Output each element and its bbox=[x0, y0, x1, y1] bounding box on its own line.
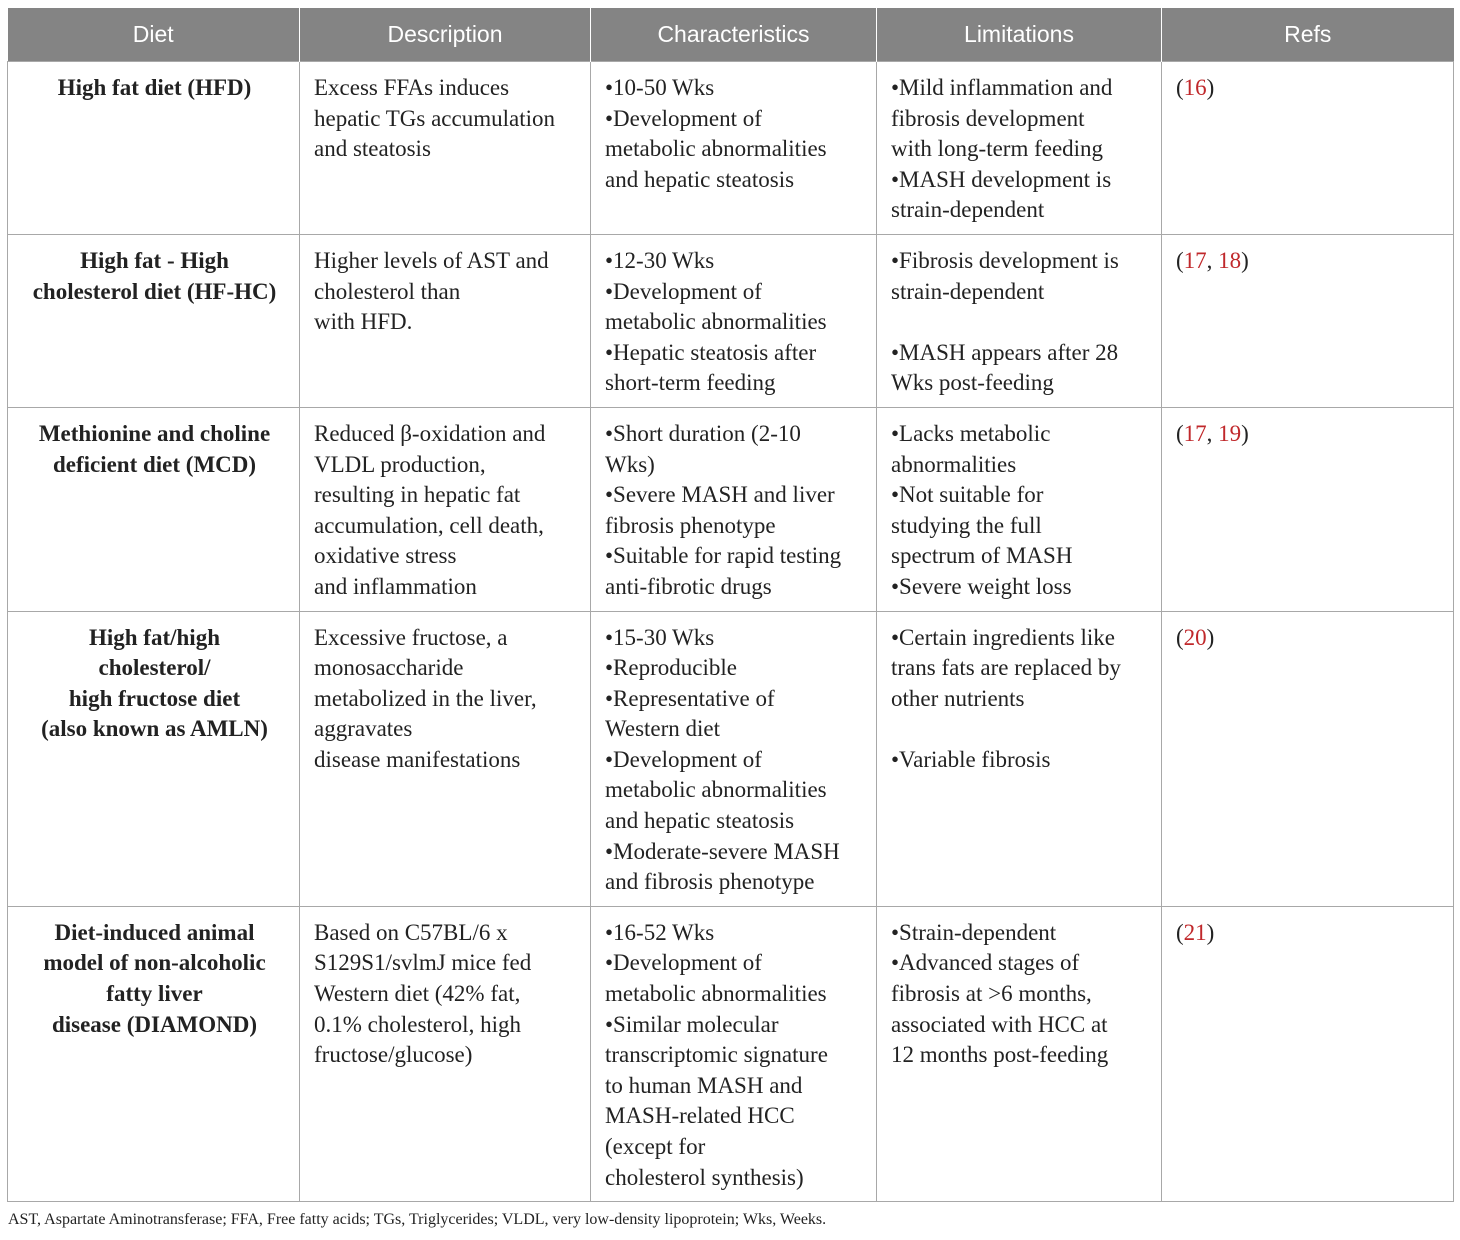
header-refs: Refs bbox=[1162, 8, 1454, 62]
description-cell bbox=[300, 611, 591, 906]
cell-line: and hepatic steatosis bbox=[605, 808, 795, 834]
cell-line: fibrosis development bbox=[891, 105, 1085, 131]
cell-line: fructose/glucose) bbox=[314, 1042, 473, 1068]
cell-line: MASH-related HCC bbox=[605, 1103, 795, 1129]
cell-line: hepatic TGs accumulation bbox=[314, 105, 555, 131]
cell-line: 12 months post-feeding bbox=[891, 1042, 1109, 1068]
cell-line: •Suitable for rapid testing bbox=[605, 543, 842, 569]
limitations-cell bbox=[877, 407, 1162, 611]
cell-line: high fructose diet bbox=[68, 685, 241, 711]
cell-line: •15-30 Wks bbox=[605, 624, 715, 650]
table-row bbox=[8, 62, 1454, 235]
reference-link[interactable]: 18 bbox=[1218, 247, 1242, 273]
cell-line: fatty liver bbox=[106, 981, 203, 1007]
header-characteristics: Characteristics bbox=[591, 8, 877, 62]
blank-line bbox=[891, 714, 1149, 745]
cell-line: •Representative of bbox=[605, 685, 775, 711]
cell-line: metabolic abnormalities bbox=[605, 136, 827, 162]
cell-line: metabolic abnormalities bbox=[605, 981, 827, 1007]
table-row bbox=[8, 407, 1454, 611]
table-row bbox=[8, 611, 1454, 906]
cell-line: High fat - High bbox=[80, 247, 229, 273]
table-footnote: AST, Aspartate Aminotransferase; FFA, Free fatty acids; TGs, Triglycerides; VLDL, very low-density lipoprotein; Wks, Weeks. bbox=[8, 1211, 827, 1228]
cell-line: Methionine and choline bbox=[38, 420, 271, 446]
cell-line: •Advanced stages of bbox=[891, 950, 1080, 976]
refs-open-paren: ( bbox=[1176, 919, 1184, 945]
cell-line: •Fibrosis development is bbox=[891, 247, 1119, 273]
refs-cell bbox=[1162, 906, 1454, 1201]
cell-line: •Hepatic steatosis after bbox=[605, 339, 817, 365]
cell-line: cholesterol than bbox=[314, 278, 461, 304]
cell-line: with HFD. bbox=[314, 309, 413, 335]
cell-line: strain-dependent bbox=[891, 197, 1045, 223]
cell-line: and inflammation bbox=[314, 573, 477, 599]
cell-line: anti-fibrotic drugs bbox=[605, 573, 772, 599]
header-description: Description bbox=[300, 8, 591, 62]
cell-line: fibrosis phenotype bbox=[605, 512, 776, 538]
table-body bbox=[8, 62, 1454, 1202]
cell-line: High fat/high bbox=[88, 624, 220, 650]
table-row bbox=[8, 234, 1454, 407]
refs-close-paren: ) bbox=[1206, 624, 1215, 650]
refs-cell bbox=[1162, 234, 1454, 407]
reference-link[interactable]: 17 bbox=[1183, 247, 1207, 273]
cell-line: •Certain ingredients like bbox=[891, 624, 1115, 650]
cell-line: •MASH appears after 28 bbox=[891, 339, 1119, 365]
cell-line: model of non-alcoholic bbox=[43, 950, 266, 976]
cell-line: •Development of bbox=[605, 950, 762, 976]
limitations-cell bbox=[877, 906, 1162, 1201]
table-row bbox=[8, 906, 1454, 1201]
cell-line: cholesterol/ bbox=[98, 655, 211, 681]
cell-line: disease (DIAMOND) bbox=[51, 1011, 258, 1037]
cell-line: Excessive fructose, a bbox=[314, 624, 508, 650]
refs-close-paren: ) bbox=[1206, 75, 1215, 100]
cell-line: other nutrients bbox=[891, 685, 1025, 711]
cell-line: metabolic abnormalities bbox=[605, 309, 827, 335]
cell-line: associated with HCC at bbox=[891, 1011, 1108, 1037]
cell-line: fibrosis at >6 months, bbox=[891, 981, 1092, 1007]
cell-line: Higher levels of AST and bbox=[314, 247, 549, 273]
cell-line: disease manifestations bbox=[314, 746, 521, 772]
cell-line: and steatosis bbox=[314, 136, 431, 162]
reference-link[interactable]: 17 bbox=[1183, 420, 1207, 446]
cell-line: and hepatic steatosis bbox=[605, 166, 795, 192]
cell-line: Based on C57BL/6 x bbox=[314, 919, 508, 945]
cell-line: aggravates bbox=[314, 716, 413, 742]
cell-line: •Development of bbox=[605, 278, 762, 304]
diet-cell bbox=[8, 611, 300, 906]
cell-line: accumulation, cell death, bbox=[314, 512, 544, 538]
characteristics-cell bbox=[591, 407, 877, 611]
cell-line: •10-50 Wks bbox=[605, 75, 715, 100]
cell-line: •Not suitable for bbox=[891, 482, 1044, 508]
cell-line: Wks post-feeding bbox=[891, 370, 1054, 396]
refs-separator: , bbox=[1206, 247, 1219, 273]
cell-line: with long-term feeding bbox=[891, 136, 1104, 162]
cell-line: abnormalities bbox=[891, 451, 1017, 477]
cell-line: •16-52 Wks bbox=[605, 919, 715, 945]
refs-cell bbox=[1162, 407, 1454, 611]
refs-separator: , bbox=[1206, 420, 1219, 446]
cell-line: •Moderate-severe MASH bbox=[605, 838, 840, 864]
description-cell bbox=[300, 62, 591, 235]
characteristics-cell bbox=[591, 611, 877, 906]
cell-line: VLDL production, bbox=[314, 451, 486, 477]
cell-line: strain-dependent bbox=[891, 278, 1045, 304]
reference-link[interactable]: 21 bbox=[1183, 919, 1207, 945]
cell-line: to human MASH and bbox=[605, 1072, 803, 1098]
cell-line: studying the full bbox=[891, 512, 1042, 538]
cell-line: transcriptomic signature bbox=[605, 1042, 828, 1068]
cell-line: •Severe MASH and liver bbox=[605, 482, 835, 508]
cell-line: •Strain-dependent bbox=[891, 919, 1057, 945]
refs-close-paren: ) bbox=[1241, 247, 1249, 273]
cell-line: trans fats are replaced by bbox=[891, 655, 1121, 681]
diet-cell bbox=[8, 906, 300, 1201]
cell-line: Reduced β-oxidation and bbox=[314, 420, 546, 446]
cell-line: spectrum of MASH bbox=[891, 543, 1073, 569]
blank-line bbox=[891, 307, 1149, 338]
cell-line: deficient diet (MCD) bbox=[52, 451, 257, 477]
cell-line: Diet-induced animal bbox=[54, 919, 255, 945]
cell-line: 0.1% cholesterol, high bbox=[314, 1011, 521, 1037]
cell-line: (except for bbox=[605, 1134, 706, 1159]
cell-line: •Severe weight loss bbox=[891, 573, 1072, 599]
refs-cell bbox=[1162, 611, 1454, 906]
refs-open-paren: ( bbox=[1176, 247, 1184, 273]
reference-link[interactable]: 16 bbox=[1183, 75, 1207, 100]
diet-cell bbox=[8, 62, 300, 235]
characteristics-cell bbox=[591, 62, 877, 235]
cell-line: •Reproducible bbox=[605, 655, 737, 681]
description-cell bbox=[300, 407, 591, 611]
cell-line: •Lacks metabolic bbox=[891, 420, 1051, 446]
header-diet: Diet bbox=[8, 8, 300, 62]
reference-link[interactable]: 20 bbox=[1183, 624, 1207, 650]
cell-line: Excess FFAs induces bbox=[314, 75, 510, 100]
cell-line: oxidative stress bbox=[314, 543, 457, 569]
cell-line: monosaccharide bbox=[314, 655, 464, 681]
characteristics-cell bbox=[591, 234, 877, 407]
refs-open-paren: ( bbox=[1176, 75, 1184, 100]
cell-line: cholesterol synthesis) bbox=[605, 1164, 804, 1190]
diet-cell bbox=[8, 234, 300, 407]
refs-open-paren: ( bbox=[1176, 420, 1184, 446]
cell-line: •MASH development is bbox=[891, 166, 1112, 192]
cell-line: short-term feeding bbox=[605, 370, 776, 396]
cell-line: S129S1/svlmJ mice fed bbox=[314, 950, 532, 976]
cell-line: Western diet bbox=[605, 716, 721, 742]
cell-line: metabolic abnormalities bbox=[605, 777, 827, 803]
description-cell bbox=[300, 906, 591, 1201]
refs-close-paren: ) bbox=[1241, 420, 1249, 446]
limitations-cell bbox=[877, 62, 1162, 235]
diet-models-table bbox=[7, 8, 1454, 1202]
cell-line: Western diet (42% fat, bbox=[314, 981, 521, 1007]
cell-line: cholesterol diet (HF-HC) bbox=[32, 278, 277, 304]
refs-open-paren: ( bbox=[1176, 624, 1184, 650]
refs-cell bbox=[1162, 62, 1454, 235]
limitations-cell bbox=[877, 234, 1162, 407]
refs-close-paren: ) bbox=[1206, 919, 1215, 945]
limitations-cell bbox=[877, 611, 1162, 906]
cell-line: resulting in hepatic fat bbox=[314, 482, 521, 508]
reference-link[interactable]: 19 bbox=[1218, 420, 1242, 446]
cell-line: •12-30 Wks bbox=[605, 247, 715, 273]
cell-line: •Development of bbox=[605, 105, 762, 131]
cell-line: •Development of bbox=[605, 746, 762, 772]
cell-line: •Similar molecular bbox=[605, 1011, 779, 1037]
cell-line: •Short duration (2-10 bbox=[605, 420, 801, 446]
cell-line: •Mild inflammation and bbox=[891, 75, 1113, 100]
cell-line: •Variable fibrosis bbox=[891, 746, 1051, 772]
cell-line: (also known as AMLN) bbox=[41, 716, 268, 742]
characteristics-cell bbox=[591, 906, 877, 1201]
cell-line: metabolized in the liver, bbox=[314, 685, 537, 711]
header-row bbox=[8, 8, 1454, 62]
cell-line: Wks) bbox=[605, 451, 655, 477]
header-limitations: Limitations bbox=[877, 8, 1162, 62]
diet-cell bbox=[8, 407, 300, 611]
cell-line: and fibrosis phenotype bbox=[605, 869, 815, 895]
cell-line: High fat diet (HFD) bbox=[57, 75, 252, 100]
description-cell bbox=[300, 234, 591, 407]
